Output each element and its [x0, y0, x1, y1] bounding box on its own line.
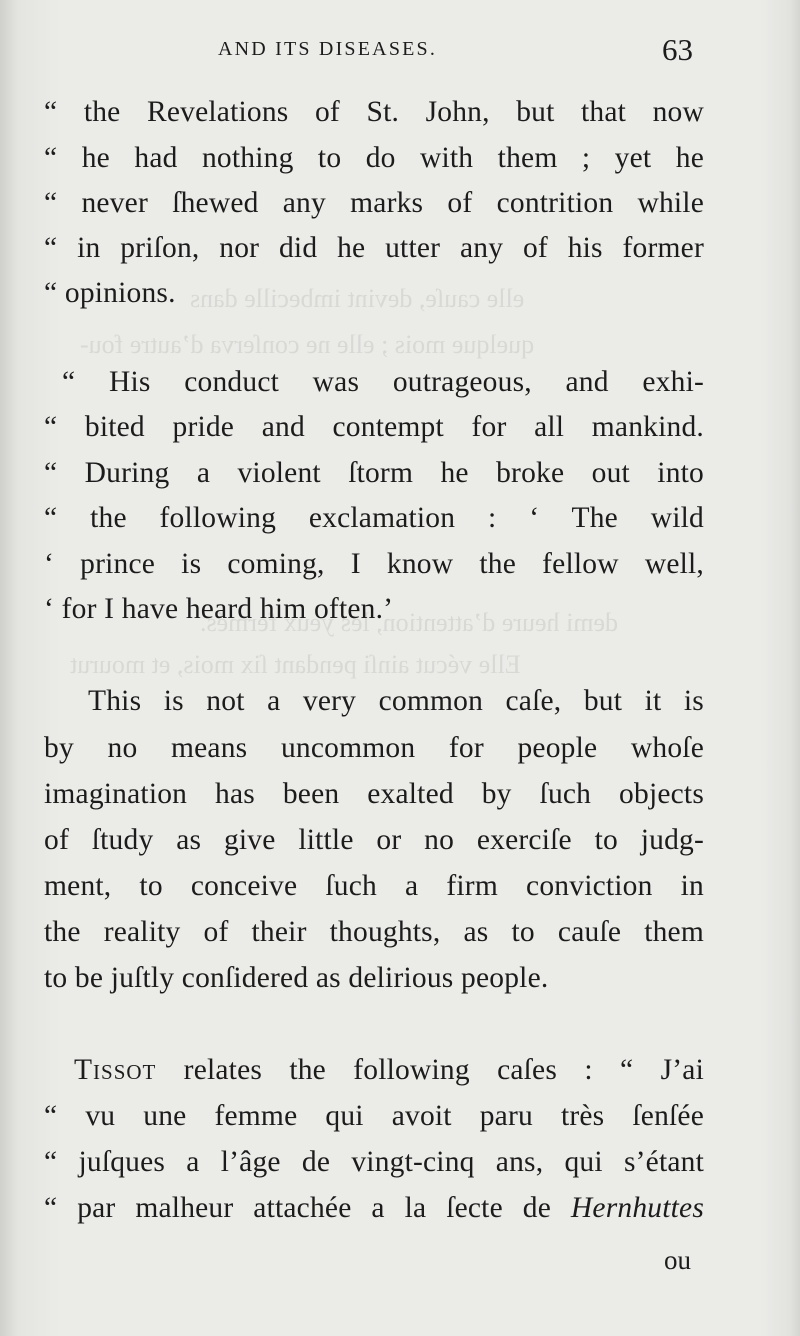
text-fragment: relates the following caſes : “ J’ai — [156, 1054, 704, 1086]
text-line: ‘ for I have heard him often.’ — [44, 593, 394, 625]
text-line: “ During a violent ſtorm he broke out into — [44, 457, 704, 489]
show-through-line-1: elle cauſe, devint imbecille dans — [190, 284, 525, 313]
text-line: “ opinions. — [44, 277, 176, 309]
text-line — [44, 1190, 704, 1226]
show-through-line-2: quelque mois ; elle ne conſerva d’autre fou- — [80, 330, 535, 359]
text-line: “ the Revelations of St. John, but that now — [44, 96, 704, 128]
text-line: “ never ſhewed any marks of contrition while — [44, 187, 704, 219]
text-line: “ the following exclamation : ‘ The wild — [44, 502, 704, 534]
text-line: ment, to conceive ſuch a firm conviction in — [44, 870, 704, 902]
text-line — [74, 1052, 704, 1088]
text-line: ‘ prince is coming, I know the fellow well, — [44, 548, 704, 580]
text-line: “ he had nothing to do with them ; yet he — [44, 142, 704, 174]
text-fragment: “ par malheur attachée a la ſecte de — [44, 1192, 571, 1224]
text-line: This is not a very common caſe, but it is — [88, 685, 704, 717]
text-line: by no means uncommon for people whoſe — [44, 732, 704, 764]
text-line: “ His conduct was outrageous, and exhi- — [62, 366, 704, 398]
author-name: Tissot — [74, 1054, 157, 1086]
text-line: imagination has been exalted by ſuch objects — [44, 778, 704, 810]
page-number: 63 — [662, 32, 693, 67]
catchword: ou — [664, 1245, 691, 1275]
italic-term: Hernhuttes — [570, 1192, 704, 1224]
text-line: of ſtudy as give little or no exerciſe to judg- — [44, 824, 704, 856]
text-line: “ in priſon, nor did he utter any of his former — [44, 232, 704, 264]
text-line: “ bited pride and contempt for all mankind. — [44, 411, 704, 443]
show-through-line-3: demi heure d’attention, les yeux fermés. — [200, 608, 619, 637]
page-header — [0, 34, 800, 74]
show-through-line-4: Elle vécut ainſi pendant ſix mois, et mourut — [70, 650, 521, 679]
running-head: AND ITS DISEASES. — [218, 38, 438, 60]
text-line: to be juſtly conſidered as delirious people. — [44, 962, 549, 994]
text-line: “ vu une femme qui avoit paru très ſenſée — [44, 1100, 704, 1132]
text-line: the reality of their thoughts, as to cauſe them — [44, 916, 704, 948]
text-line: “ juſques a l’âge de vingt-cinq ans, qui s’étant — [44, 1146, 704, 1178]
